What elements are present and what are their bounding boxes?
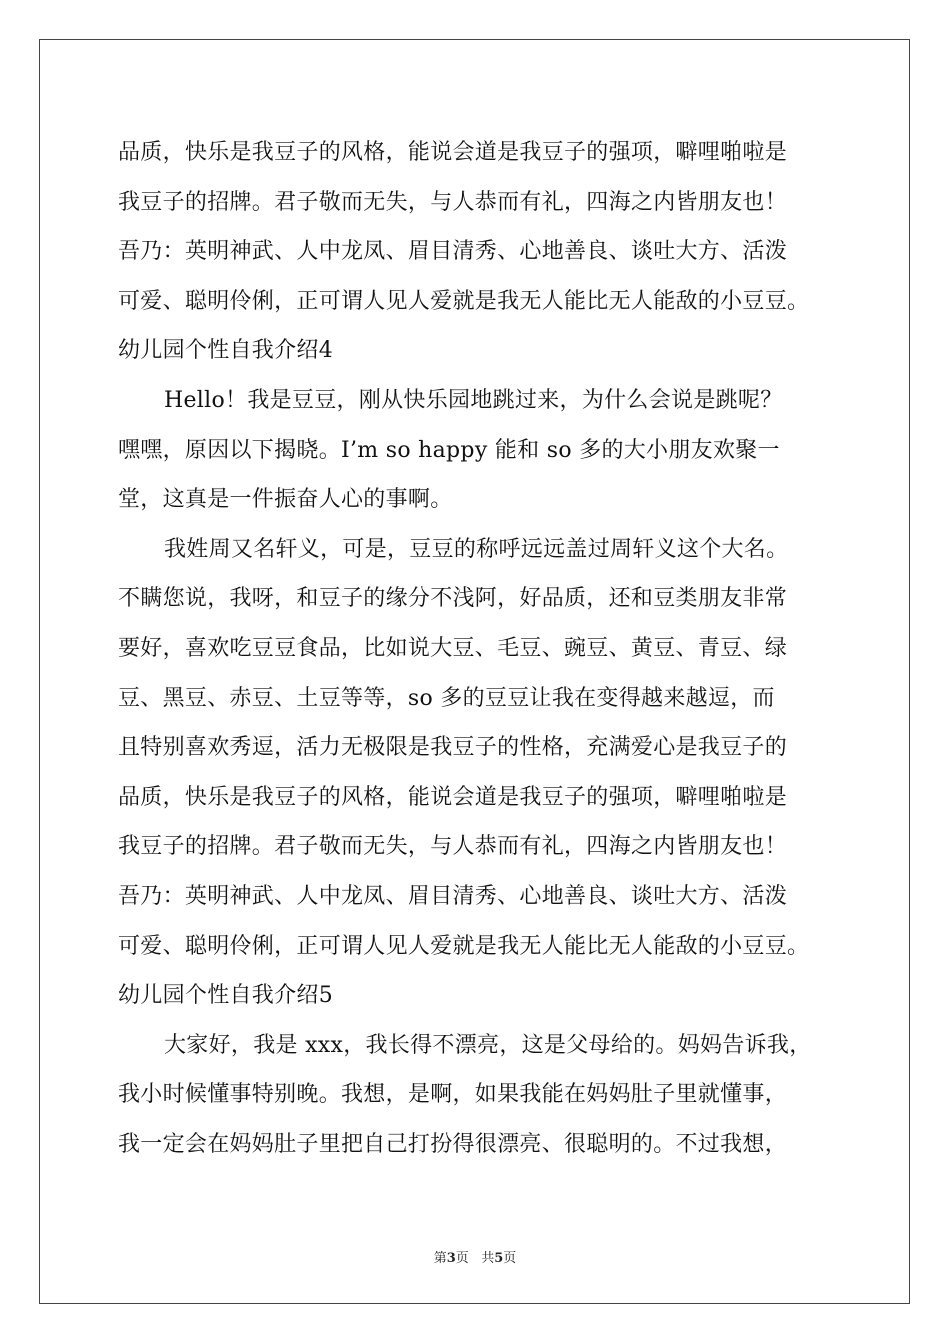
body-line: 我姓周又名轩义，可是，豆豆的称呼远远盖过周轩义这个大名。 (164, 536, 789, 562)
body-line: 大家好，我是 xxx，我长得不漂亮，这是父母给的。妈妈告诉我， (164, 1032, 812, 1058)
body-line: 吾乃：英明神武、人中龙凤、眉目清秀、心地善良、谈吐大方、活泼 (118, 883, 788, 909)
total-suffix: 页 (503, 1251, 517, 1266)
section-heading: 幼儿园个性自我介绍4 (118, 338, 333, 364)
body-line: 且特别喜欢秀逗，活力无极限是我豆子的性格，充满爱心是我豆子的 (118, 735, 788, 761)
page-number: 3 (446, 1251, 456, 1266)
body-line: 品质，快乐是我豆子的风格，能说会道是我豆子的强项，噼哩啪啦是 (118, 784, 788, 810)
body-line: Hello！我是豆豆，刚从快乐园地跳过来，为什么会说是跳呢？ (164, 387, 783, 413)
body-line: 要好，喜欢吃豆豆食品，比如说大豆、毛豆、豌豆、黄豆、青豆、绿 (118, 635, 788, 661)
total-prefix: 共 (481, 1251, 495, 1266)
body-line: 可爱、聪明伶俐，正可谓人见人爱就是我无人能比无人能敌的小豆豆。 (118, 288, 810, 314)
body-line: 品质，快乐是我豆子的风格，能说会道是我豆子的强项，噼哩啪啦是 (118, 140, 788, 165)
section-heading: 幼儿园个性自我介绍5 (118, 983, 333, 1009)
page-prefix: 第 (433, 1251, 447, 1266)
body-line: 我一定会在妈妈肚子里把自己打扮得很漂亮、很聪明的。不过我想， (118, 1131, 788, 1157)
page-footer (0, 1247, 950, 1266)
body-line: 不瞒您说，我呀，和豆子的缘分不浅阿，好品质，还和豆类朋友非常 (118, 586, 788, 612)
body-line: 嘿嘿，原因以下揭晓。I’m so happy 能和 so 多的大小朋友欢聚一 (118, 437, 780, 463)
page-suffix: 页 (455, 1251, 469, 1266)
body-line: 堂，这真是一件振奋人心的事啊。 (118, 487, 453, 513)
body-line: 我小时候懂事特别晚。我想，是啊，如果我能在妈妈肚子里就懂事， (118, 1082, 788, 1108)
body-line: 吾乃：英明神武、人中龙凤、眉目清秀、心地善良、谈吐大方、活泼 (118, 239, 788, 265)
body-line: 豆、黑豆、赤豆、土豆等等，so 多的豆豆让我在变得越来越逗，而 (118, 685, 775, 711)
body-line: 我豆子的招牌。君子敬而无失，与人恭而有礼，四海之内皆朋友也！ (118, 834, 788, 860)
total-pages: 5 (494, 1251, 504, 1266)
body-line: 我豆子的招牌。君子敬而无失，与人恭而有礼，四海之内皆朋友也！ (118, 189, 788, 215)
body-line: 可爱、聪明伶俐，正可谓人见人爱就是我无人能比无人能敌的小豆豆。 (118, 933, 810, 959)
document-body (118, 128, 838, 1169)
